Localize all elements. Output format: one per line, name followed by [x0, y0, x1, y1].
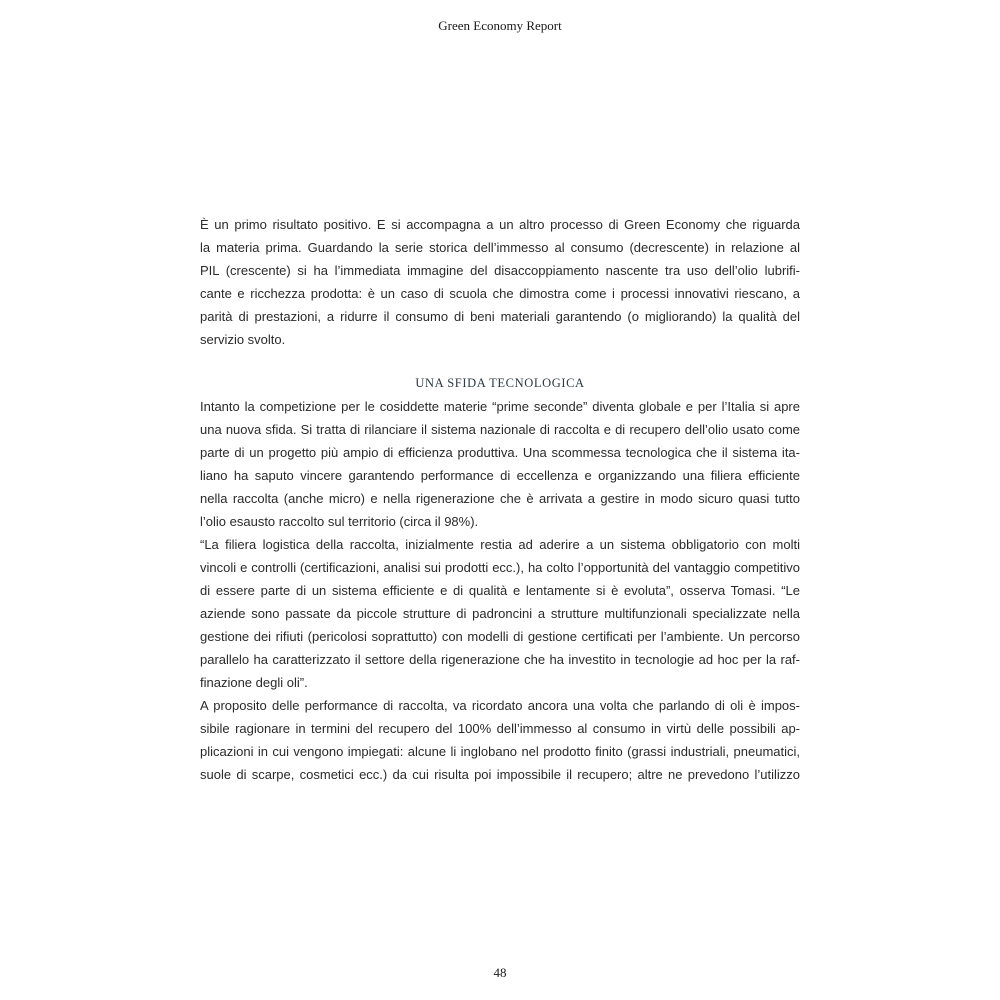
- text-line: liano ha saputo vincere garantendo performance di eccellenza e organizzando una filiera efficiente: [200, 468, 800, 483]
- text-line: aziende sono passate da piccole strutture di padroncini a strutture multifunzionali specializzate nella: [200, 606, 800, 621]
- text-line: È un primo risultato positivo. E si accompagna a un altro processo di Green Economy che riguarda: [200, 217, 800, 232]
- text-line: plicazioni in cui vengono impiegati: alcune li inglobano nel prodotto finito (grassi industriali, pneumatici,: [200, 744, 800, 759]
- text-line: di essere parte di un sistema efficiente e di qualità e lentamente si è evoluta”, osserva Tomasi. “Le: [200, 583, 800, 598]
- text-line: l’olio esausto raccolto sul territorio (circa il 98%).: [200, 514, 479, 529]
- text-line: PIL (crescente) si ha l’immediata immagine del disaccoppiamento nascente tra uso dell’olio lubrifi-: [200, 263, 800, 278]
- text-line: parità di prestazioni, a ridurre il consumo di beni materiali garantendo (o migliorando) la qualità del: [200, 309, 800, 324]
- intro-paragraph: [200, 213, 800, 351]
- text-line: nella raccolta (anche micro) e nella rigenerazione che è arrivata a gestire in modo sicuro quasi tutto: [200, 491, 800, 506]
- page-number: 48: [493, 965, 507, 980]
- section-heading: UNA SFIDA TECNOLOGICA: [415, 376, 585, 390]
- text-line: gestione dei rifiuti (pericolosi soprattutto) con modelli di gestione certificati per l’ambiente. Un percorso: [200, 629, 800, 644]
- text-line: Intanto la competizione per le cosiddette materie “prime seconde” diventa globale e per l’Italia si apre: [200, 399, 800, 414]
- text-line: sibile ragionare in termini del recupero del 100% dell’immesso al consumo in virtù delle possibili ap-: [200, 721, 800, 736]
- text-line: la materia prima. Guardando la serie storica dell’immesso al consumo (decrescente) in relazione al: [200, 240, 800, 255]
- text-line: finazione degli oli”.: [200, 675, 308, 690]
- text-line: servizio svolto.: [200, 332, 286, 347]
- running-header: Green Economy Report: [438, 18, 562, 33]
- text-line: una nuova sfida. Si tratta di rilanciare il sistema nazionale di raccolta e di recupero dell’olio usato come: [200, 422, 800, 437]
- text-line: cante e ricchezza prodotta: è un caso di scuola che dimostra come i processi innovativi riescano, a: [200, 286, 800, 301]
- section-body: [200, 395, 800, 786]
- text-line: “La filiera logistica della raccolta, inizialmente restia ad aderire a un sistema obbligatorio con molti: [200, 537, 800, 552]
- text-line: suole di scarpe, cosmetici ecc.) da cui risulta poi impossibile il recupero; altre ne prevedono l’utilizzo: [200, 767, 800, 782]
- text-line: parallelo ha caratterizzato il settore della rigenerazione che ha investito in tecnologie ad hoc per la raf-: [200, 652, 800, 667]
- text-line: parte di un progetto più ampio di efficienza produttiva. Una scommessa tecnologica che il sistema ita-: [200, 445, 800, 460]
- text-line: A proposito delle performance di raccolta, va ricordato ancora una volta che parlando di oli è impos-: [200, 698, 800, 713]
- text-line: vincoli e controlli (certificazioni, analisi sui prodotti ecc.), ha colto l’opportunità del vantaggio competitivo: [200, 560, 800, 575]
